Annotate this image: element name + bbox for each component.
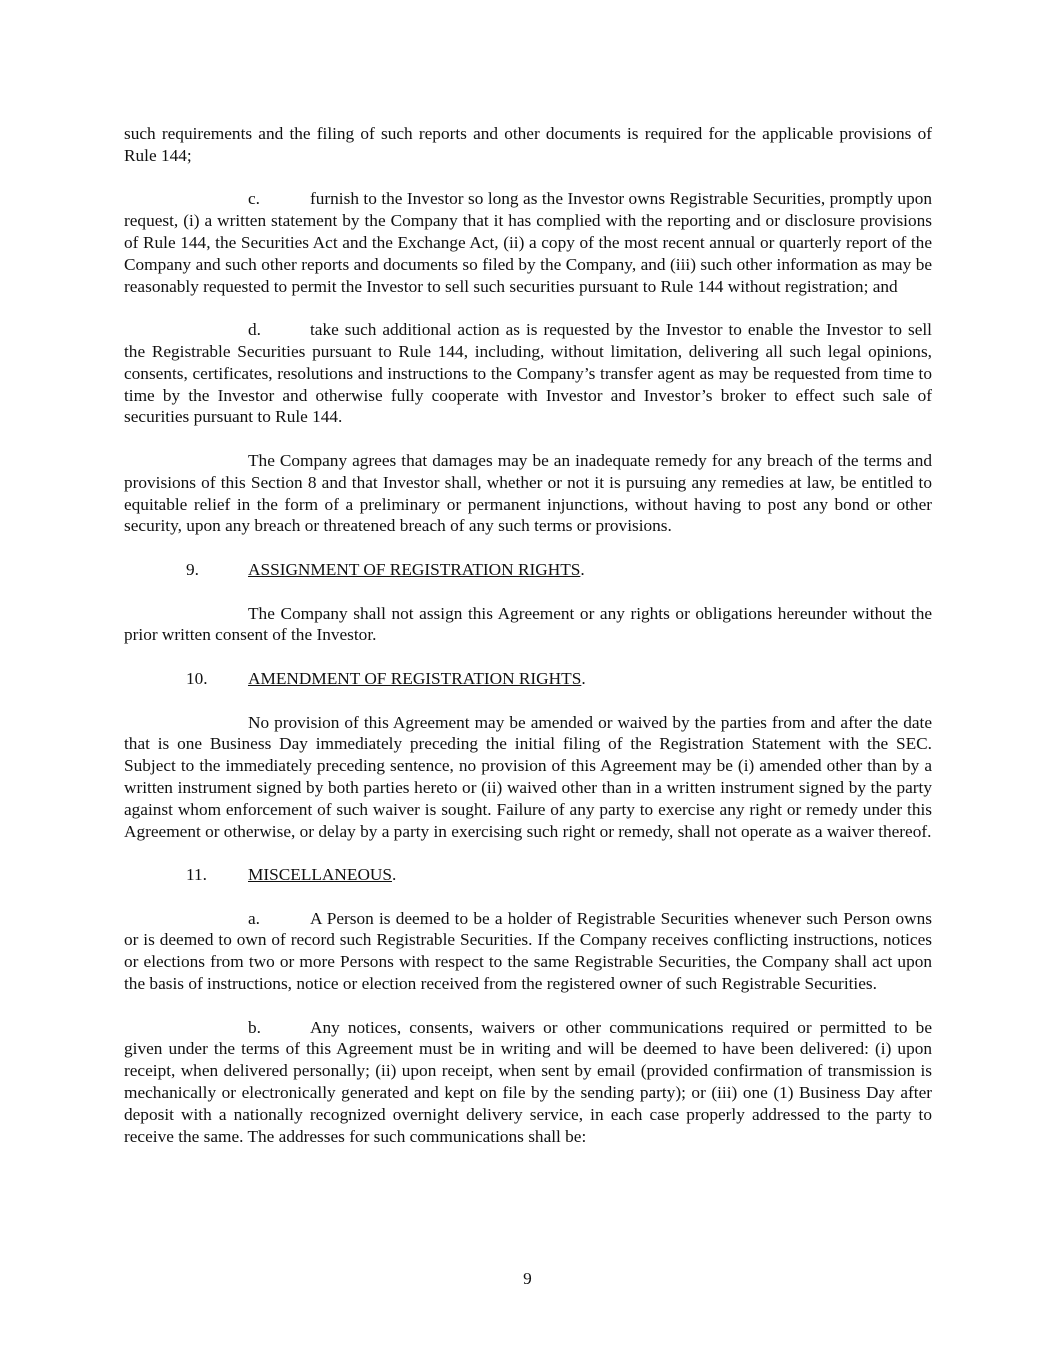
clause-d-label: d.	[248, 320, 261, 340]
section-9-punct: .	[580, 559, 585, 579]
section-11-heading	[124, 864, 932, 886]
clause-d	[124, 319, 932, 428]
section-11b-label: b.	[248, 1017, 261, 1037]
section-11a	[124, 908, 932, 995]
section-10-title: AMENDMENT OF REGISTRATION RIGHTS	[248, 668, 582, 688]
section-10-heading	[124, 668, 932, 690]
section-10-number: 10.	[186, 668, 208, 688]
section-9-title: ASSIGNMENT OF REGISTRATION RIGHTS	[248, 559, 581, 579]
section-9-paragraph: The Company shall not assign this Agreement or any rights or obligations hereunder without the prior written consent of the Investor.	[124, 603, 932, 645]
section-11b	[124, 1017, 932, 1148]
section-11-title: MISCELLANEOUS	[248, 865, 393, 885]
section-11a-label: a.	[248, 908, 260, 928]
clause-c-label: c.	[248, 189, 260, 209]
section-11b-text: Any notices, consents, waivers or other communications required or permitted to be given under the terms of this Agreement must be in writing and will be deemed to have been delivered: (i) upon receipt, when delivered personally; (ii) upon receipt, when sent by email (provided confirmation of transmission is mechanically or electronically generated and kept on file by the sending party); or (iii) one (1) Business Day after deposit with a nationally recognized overnight delivery service, in each case properly addressed to the party to receive the same. The addresses for such communications shall be:	[124, 1017, 932, 1146]
continued-paragraph: such requirements and the filing of such reports and other documents is required for the applicable provisions of Rule 144;	[124, 124, 932, 165]
section-10-punct: .	[581, 668, 586, 688]
damages-paragraph: The Company agrees that damages may be an inadequate remedy for any breach of the terms and provisions of this Section 8 and that Investor shall, whether or not it is pursuing any remedies at law, be entitled to equitable relief in the form of a preliminary or permanent injunctions, without having to post any bond or other security, upon any breach or threatened breach of any such terms or provisions.	[124, 450, 932, 536]
section-11a-text: A Person is deemed to be a holder of Registrable Securities whenever such Person owns or is deemed to own of record such Registrable Securities. If the Company receives conflicting instructions, notices or elections from two or more Persons with respect to the same Registrable Securities, the Company shall act upon the basis of instructions, notice or election received from the registered owner of such Registrable Securities.	[124, 908, 932, 994]
clause-c-text: furnish to the Investor so long as the Investor owns Registrable Securities, promptly upon request, (i) a written statement by the Company that it has complied with the reporting and or disclosure provisions of Rule 144, the Securities Act and the Exchange Act, (ii) a copy of the most recent annual or quarterly report of the Company and such other reports and documents so filed by the Company, and (iii) such other information as may be reasonably requested to permit the Investor to sell such securities pursuant to Rule 144 without registration; and	[124, 189, 932, 296]
section-11-punct: .	[392, 865, 397, 885]
clause-d-text: take such additional action as is requested by the Investor to enable the Investor to sell the Registrable Securities pursuant to Rule 144, including, without limitation, delivering all such legal opinions, consents, certificates, resolutions and instructions to the Company’s transfer agent as may be requested from time to time by the Investor and otherwise fully cooperate with Investor and Investor’s broker to effect such sale of securities pursuant to Rule 144.	[124, 320, 932, 427]
clause-c	[124, 188, 932, 297]
section-10-paragraph: No provision of this Agreement may be amended or waived by the parties from and after the date that is one Business Day immediately preceding the initial filing of the Registration Statement with the SEC. Subject to the immediately preceding sentence, no provision of this Agreement may be (i) amended other than by a written instrument signed by both parties hereto or (ii) waived other than in a written instrument signed by the party against whom enforcement of such waiver is sought. Failure of any party to exercise any right or remedy under this Agreement or otherwise, or delay by a party in exercising such right or remedy, shall not operate as a waiver thereof.	[124, 712, 932, 841]
document-page	[124, 123, 932, 1169]
section-11-number: 11.	[186, 865, 207, 885]
page-number: 9	[523, 1269, 532, 1288]
section-9-heading	[124, 559, 932, 581]
section-9-number: 9.	[186, 559, 199, 579]
